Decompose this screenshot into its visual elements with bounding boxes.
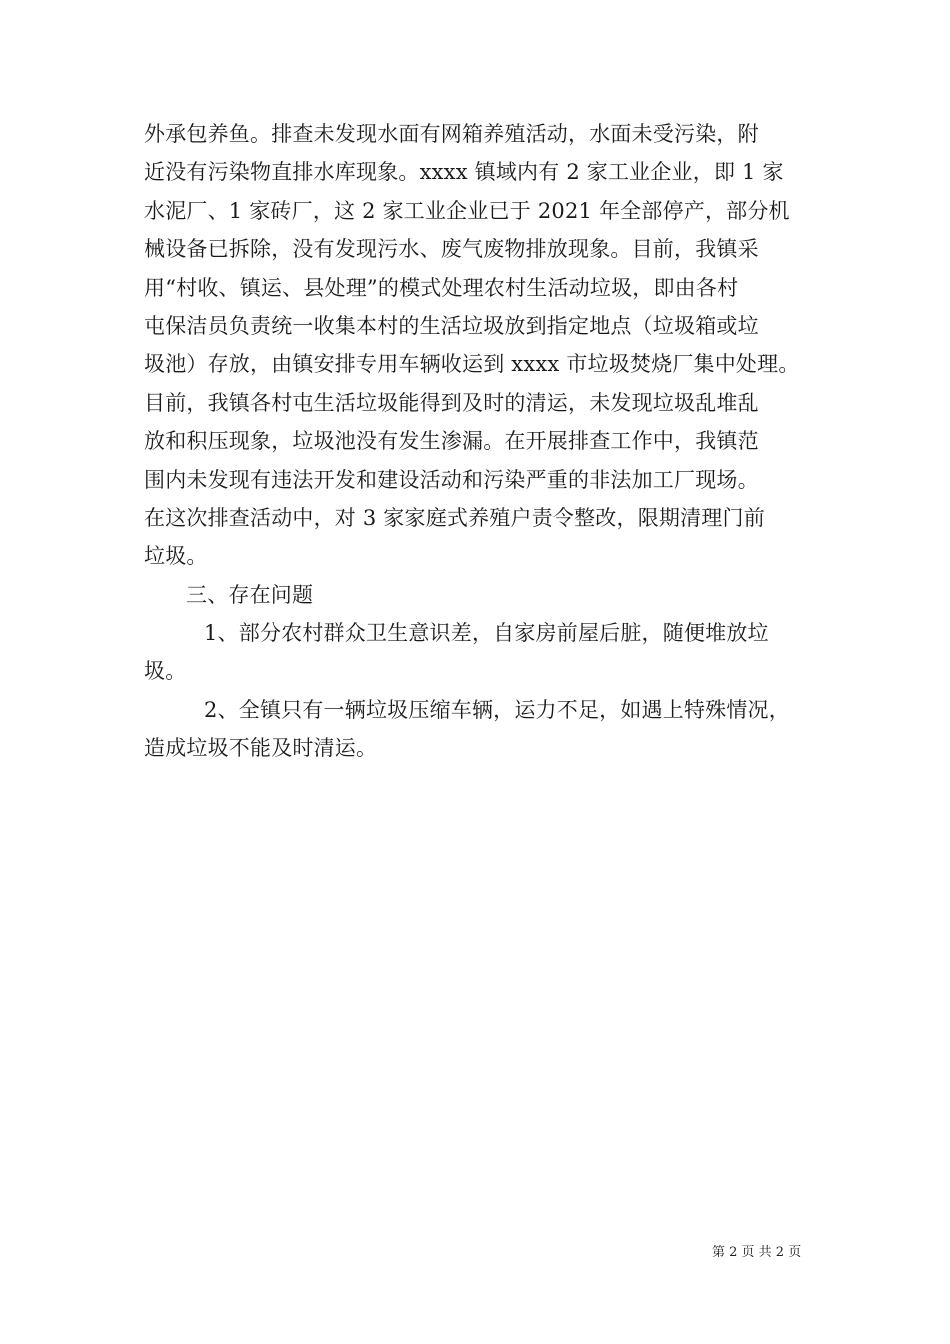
paragraph-line: 水泥厂、1 家砖厂，这 2 家工业企业已于 2021 年全部停产，部分机 <box>144 198 790 223</box>
paragraph-line: 圾池）存放，由镇安排专用车辆收运到 xxxx 市垃圾焚烧厂集中处理。 <box>144 352 800 377</box>
list-item-2-line: 2、全镇只有一辆垃圾压缩车辆，运力不足，如遇上特殊情况， <box>204 697 790 722</box>
paragraph-line: 围内未发现有违法开发和建设活动和污染严重的非法加工厂现场。 <box>144 467 759 492</box>
paragraph-line: 近没有污染物直排水库现象。xxxx 镇域内有 2 家工业企业，即 1 家 <box>144 160 784 185</box>
paragraph-line: 屯保洁员负责统一收集本村的生活垃圾放到指定地点（垃圾箱或垃 <box>144 313 759 338</box>
paragraph-line: 用“村收、镇运、县处理”的模式处理农村生活动垃圾，即由各村 <box>144 275 739 300</box>
list-item-1-line: 圾。 <box>144 659 187 684</box>
section-heading: 三、存在问题 <box>186 582 314 607</box>
paragraph-line: 放和积压现象，垃圾池没有发生渗漏。在开展排查工作中，我镇范 <box>144 429 759 454</box>
list-item-1-line: 1、部分农村群众卫生意识差，自家房前屋后脏，随便堆放垃 <box>204 621 769 646</box>
paragraph-line: 在这次排查活动中，对 3 家家庭式养殖户责令整改，限期清理门前 <box>144 505 765 530</box>
paragraph-line: 械设备已拆除，没有发现污水、废气废物排放现象。目前，我镇采 <box>144 237 759 262</box>
document-body <box>144 115 810 768</box>
list-item-2-line: 造成垃圾不能及时清运。 <box>144 736 378 761</box>
page-number: 第 2 页 共 2 页 <box>712 1245 802 1260</box>
paragraph-line: 外承包养鱼。排查未发现水面有网箱养殖活动，水面未受污染，附 <box>144 122 759 146</box>
paragraph-line: 目前，我镇各村屯生活垃圾能得到及时的清运，未发现垃圾乱堆乱 <box>144 390 759 415</box>
paragraph-line: 垃圾。 <box>144 544 208 569</box>
